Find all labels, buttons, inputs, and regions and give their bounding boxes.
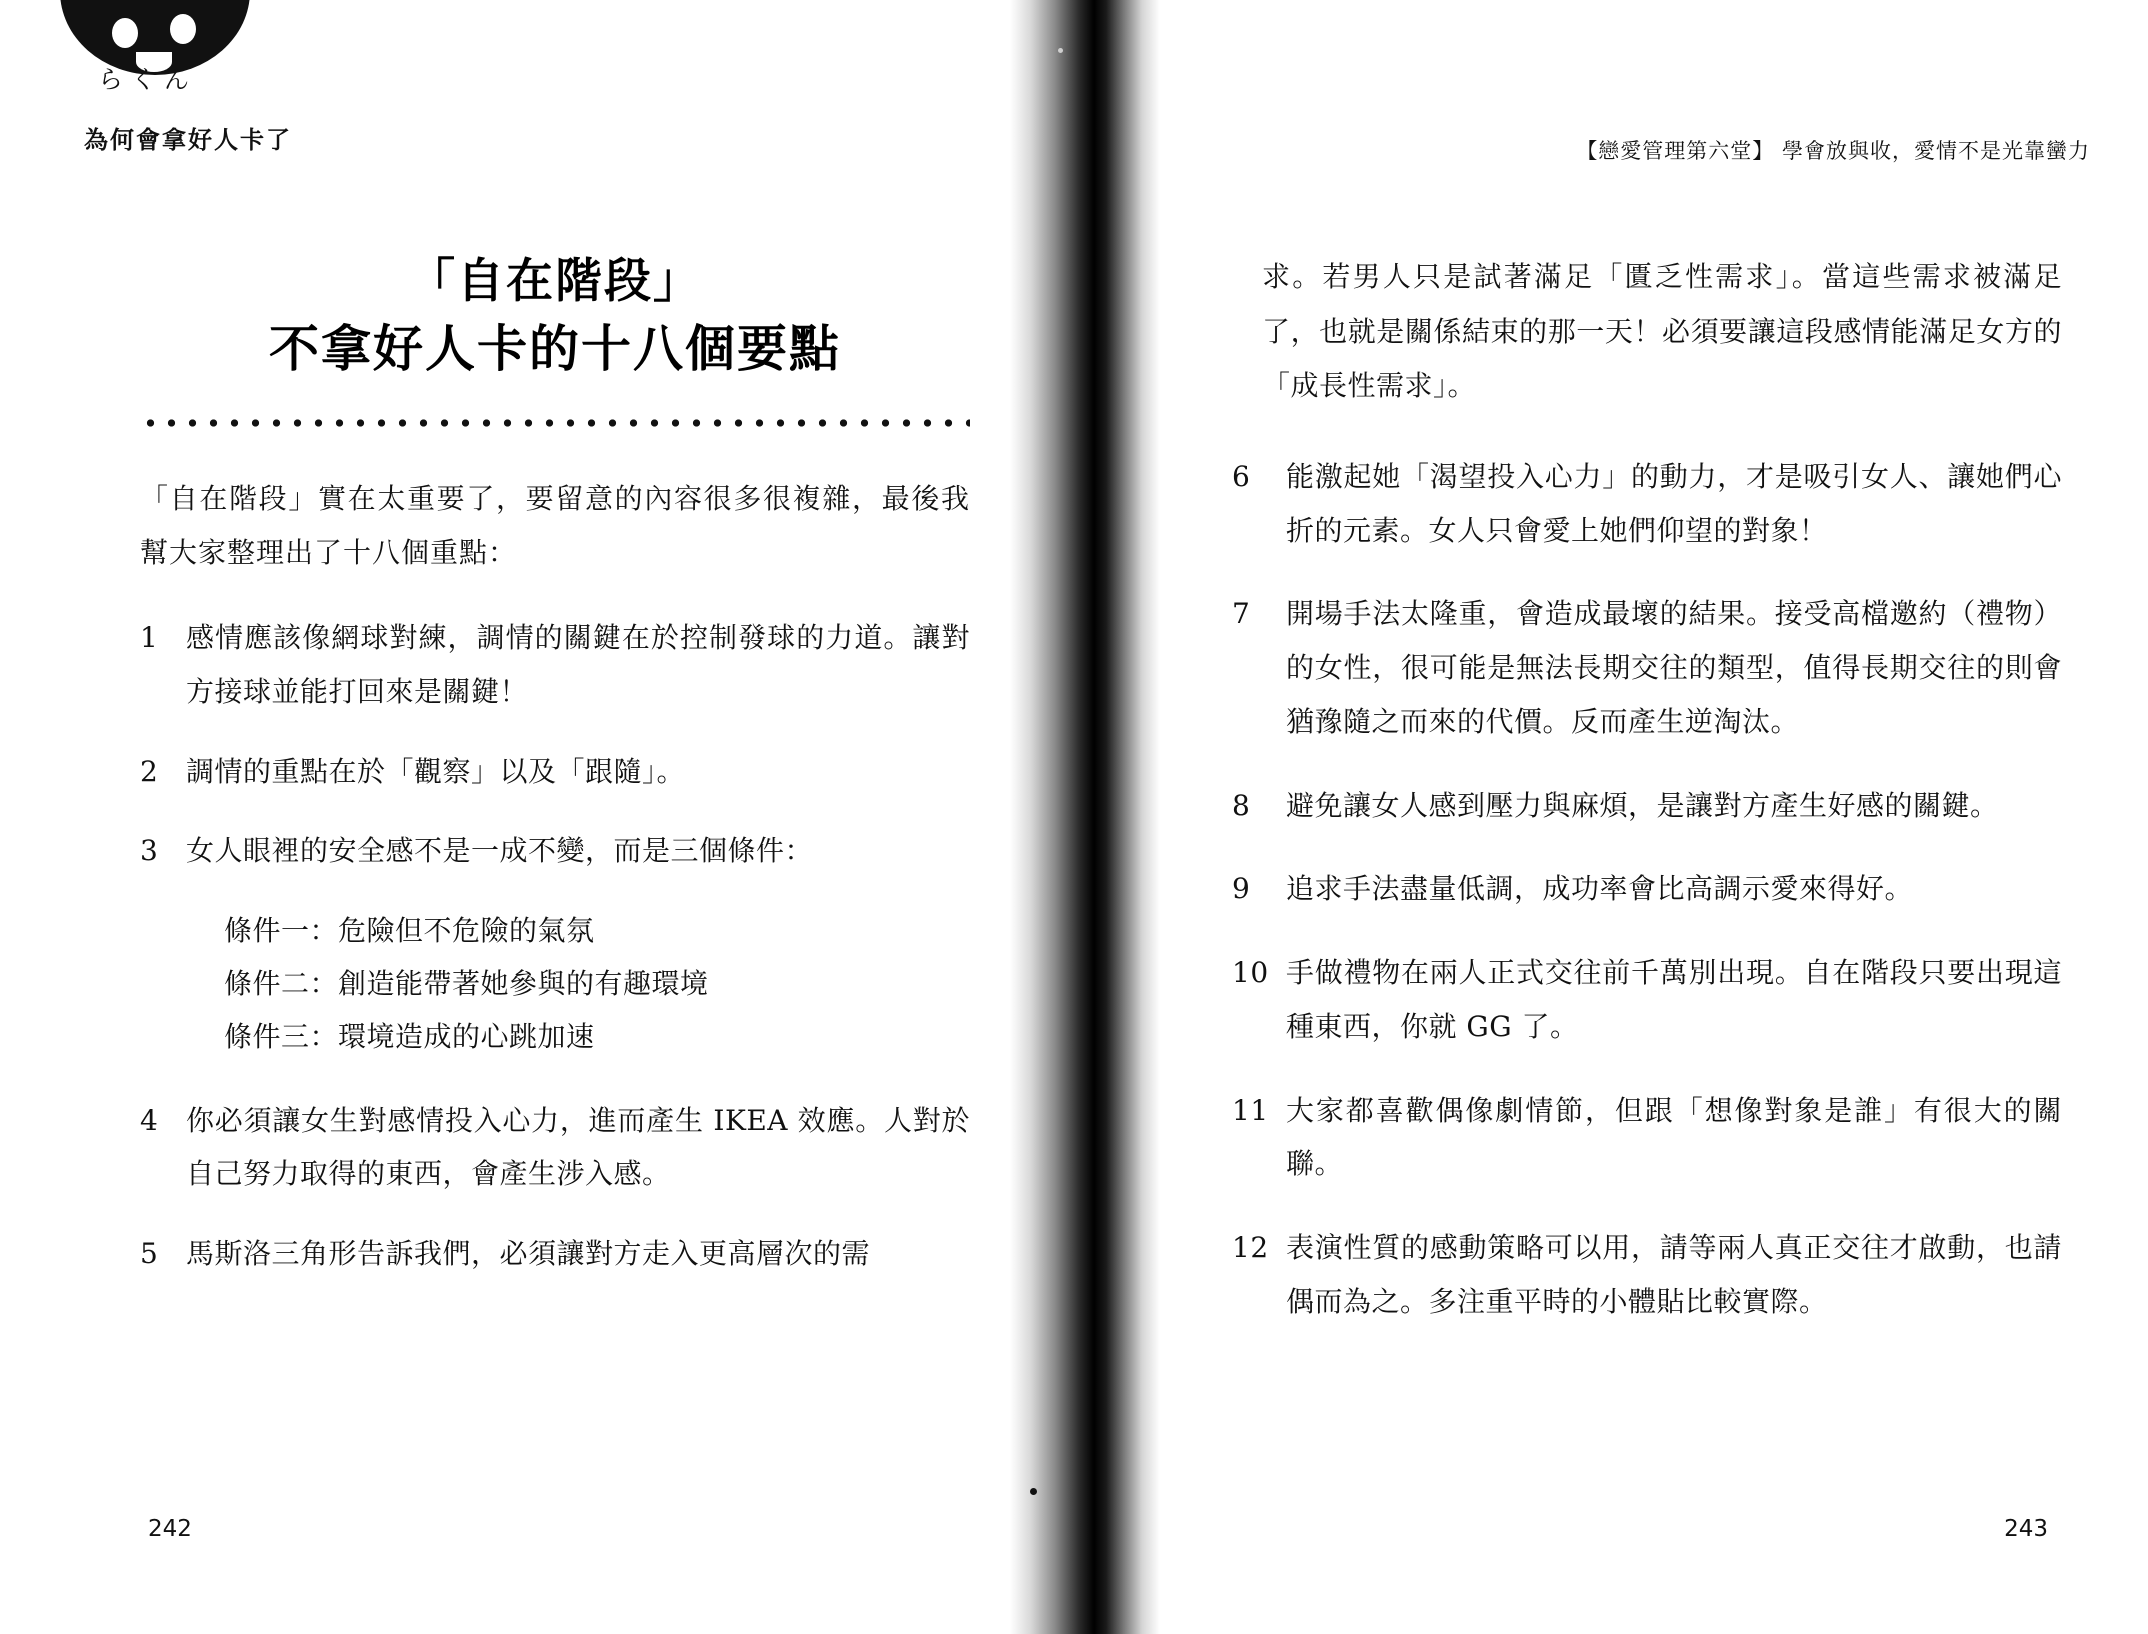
continued-paragraph: 求。若男人只是試著滿足「匱乏性需求」。當這些需求被滿足了，也就是關係結束的那一天！必須要讓這段感情能滿足女方的「成長性需求」。 bbox=[1262, 260, 2062, 403]
list-item bbox=[140, 1094, 970, 1202]
list-item-text: 避免讓女人感到壓力與麻煩，是讓對方產生好感的關鍵。 bbox=[1286, 788, 1999, 822]
list-item-number: 10 bbox=[1232, 956, 1269, 990]
sub-list-item: 條件二：創造能帶著她參與的有趣環境 bbox=[224, 967, 709, 1001]
list-item bbox=[1232, 1221, 2062, 1329]
list-item-subconditions bbox=[140, 904, 970, 1064]
running-head: 【戀愛管理第六堂】 學會放與收，愛情不是光靠蠻力 bbox=[1576, 139, 2090, 163]
list-item bbox=[1232, 779, 2062, 833]
list-item bbox=[140, 745, 970, 799]
left-numbered-list bbox=[140, 611, 970, 1281]
left-page-body bbox=[140, 250, 970, 1307]
page-title-line-2: 不拿好人卡的十八個要點 bbox=[269, 319, 841, 378]
list-item bbox=[140, 824, 970, 878]
list-item-number: 4 bbox=[140, 1103, 159, 1137]
list-item-text: 馬斯洛三角形告訴我們，必須讓對方走入更高層次的需 bbox=[186, 1237, 871, 1271]
right-page bbox=[1160, 0, 2148, 1634]
intro-paragraph: 「自在階段」實在太重要了，要留意的內容很多很複雜，最後我幫大家整理出了十八個重點： bbox=[140, 481, 970, 570]
logo-kana-text: らくん bbox=[98, 65, 198, 94]
book-gutter bbox=[1010, 0, 1160, 1634]
list-item-number: 5 bbox=[140, 1237, 159, 1271]
list-item-text: 手做禮物在兩人正式交往前千萬別出現。自在階段只要出現這種東西，你就 GG 了。 bbox=[1286, 956, 2062, 1043]
list-item bbox=[140, 611, 970, 719]
dotted-divider bbox=[140, 416, 970, 430]
list-item-text: 大家都喜歡偶像劇情節，但跟「想像對象是誰」有很大的關聯。 bbox=[1286, 1093, 2062, 1181]
list-item-text: 調情的重點在於「觀察」以及「跟隨」。 bbox=[186, 754, 686, 788]
list-item-text: 開場手法太隆重，會造成最壞的結果。接受高檔邀約（禮物）的女性，很可能是無法長期交往的類型，值得長期交往的則會猶豫隨之而來的代價。反而產生逆淘汰。 bbox=[1286, 597, 2062, 738]
logo-title-text: 為何會拿好人卡了 bbox=[84, 126, 292, 154]
list-item-number: 2 bbox=[140, 754, 159, 788]
list-item-text: 表演性質的感動策略可以用，請等兩人真正交往才啟動，也請偶而為之。多注重平時的小體貼比較實際。 bbox=[1286, 1231, 2062, 1318]
page-number-right: 243 bbox=[2004, 1516, 2048, 1542]
list-item-number: 6 bbox=[1232, 459, 1251, 493]
book-logo bbox=[40, 0, 292, 180]
left-page bbox=[0, 0, 1010, 1634]
sub-list-item: 條件一：危險但不危險的氣氛 bbox=[224, 914, 595, 948]
page-number-left: 242 bbox=[148, 1516, 192, 1542]
list-item bbox=[1232, 450, 2062, 558]
logo-eye-right-icon bbox=[170, 14, 196, 44]
list-item-number: 8 bbox=[1232, 788, 1251, 822]
list-item bbox=[1232, 946, 2062, 1054]
list-item bbox=[1232, 1084, 2062, 1192]
list-item-number: 12 bbox=[1232, 1231, 1269, 1265]
logo-eye-left-icon bbox=[112, 18, 138, 48]
right-numbered-list bbox=[1232, 450, 2062, 1329]
list-item bbox=[140, 1227, 970, 1281]
page-title-line-1: 「自在階段」 bbox=[408, 254, 702, 309]
page-title bbox=[140, 250, 970, 384]
right-page-body bbox=[1232, 250, 2062, 1359]
list-item-number: 3 bbox=[140, 834, 159, 868]
list-item bbox=[1232, 587, 2062, 748]
sub-list-item: 條件三：環境造成的心跳加速 bbox=[224, 1020, 595, 1054]
list-item-number: 7 bbox=[1232, 597, 1251, 631]
list-item-text: 追求手法盡量低調，成功率會比高調示愛來得好。 bbox=[1286, 872, 1914, 906]
list-item-number: 11 bbox=[1232, 1093, 1269, 1127]
list-item-text: 感情應該像網球對練，調情的關鍵在於控制發球的力道。讓對方接球並能打回來是關鍵！ bbox=[186, 621, 970, 708]
gutter-speck-icon bbox=[1030, 1488, 1037, 1495]
list-item-number: 9 bbox=[1232, 872, 1251, 906]
list-item-text: 你必須讓女生對感情投入心力，進而產生 IKEA 效應。人對於自己努力取得的東西，會產生涉入感。 bbox=[186, 1103, 970, 1191]
list-item-text: 能激起她「渴望投入心力」的動力，才是吸引女人、讓她們心折的元素。女人只會愛上她們仰望的對象！ bbox=[1286, 459, 2062, 547]
list-item-text: 女人眼裡的安全感不是一成不變，而是三個條件： bbox=[186, 834, 814, 868]
list-item bbox=[1232, 862, 2062, 916]
list-item-number: 1 bbox=[140, 621, 159, 655]
gutter-speck-top-icon bbox=[1058, 48, 1063, 53]
